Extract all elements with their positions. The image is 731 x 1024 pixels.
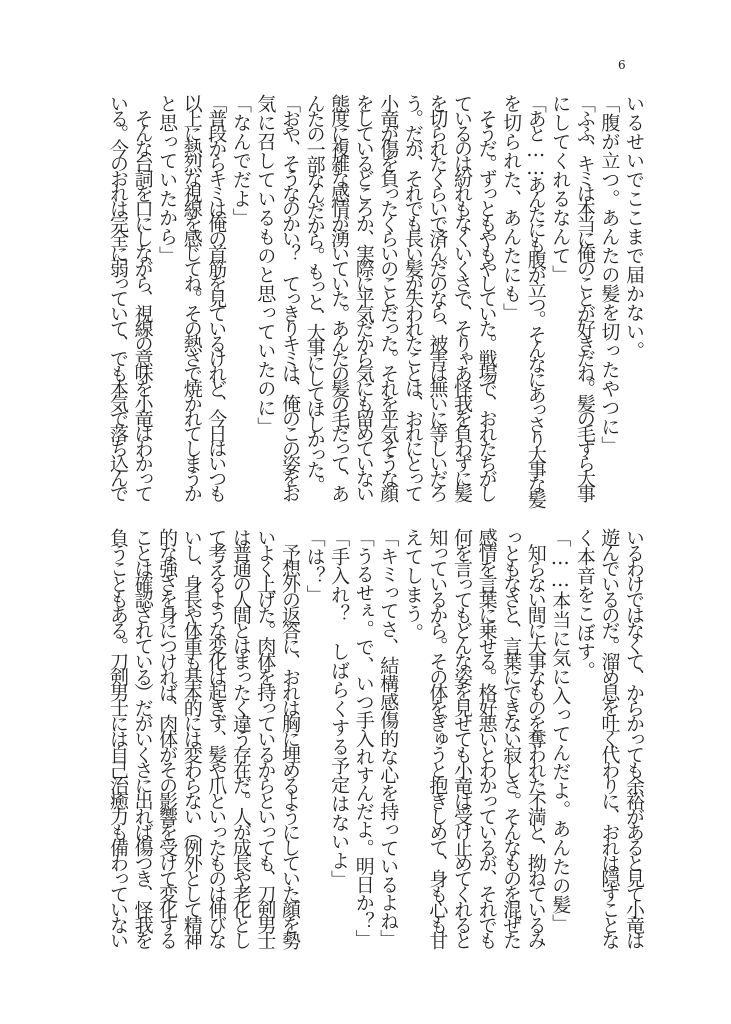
text-column: う。だが、それでも長い髪が失われたことは、おれにとって (401, 94, 424, 499)
text-block-top (107, 94, 645, 505)
text-column: いるせいでここまで届かない。 (623, 94, 645, 360)
text-column: 以上に熱烈な視線を感じてね。その熱さで焼かれてしまうか (180, 94, 203, 499)
text-column: そうだ。ずっともやもやしていた。戦場で、おれたちがし (475, 94, 498, 499)
text-column: 「……本当に気に入ってんだよ。あんたの髪」 (549, 528, 572, 933)
text-column: は普通の人間とはまったく違う存在だ。人が成長や老化とし (229, 528, 252, 947)
text-column: 知らない間に大事なものを奪われた不満と、拗ねているみ (524, 528, 547, 947)
text-column: いよく上げた。肉体を持っているからといっても、刀剣男士 (254, 528, 277, 947)
text-column: をしているどころか、実際に平気だから気にも留めていない (352, 94, 375, 499)
text-column: えてしまう。 (401, 528, 424, 642)
text-column: 「普段からキミは俺の首筋を見ているけれど、今日はいつも (205, 94, 228, 499)
text-column: 小竜が傷を負ったくらいのことだった。それを平気そうな顔 (377, 94, 400, 499)
text-column: 何を言ってもどんな姿を見せても小竜は受け止めてくれると (451, 528, 473, 947)
text-column: を切られたくらいで済んだのなら、被害は無いに等しいだろ (426, 94, 449, 499)
text-column: いる。今のおれは完全に弱っていて、でも本気で落ち込んで (107, 94, 129, 499)
text-column: そんな台詞を口にしながら、視線の意味を小竜はわかって (131, 94, 154, 499)
text-column: にしてくれるなんて」 (549, 94, 572, 284)
text-column: 「おや、そうなのかい？ てっきりキミは、俺のこの姿をお (279, 94, 301, 499)
text-column: 「腹が立つ。あんたの髪を切ったやつに」 (598, 94, 621, 455)
text-column: 「キミってさ、結構感傷的な心を持っているよね」 (377, 528, 400, 948)
text-column: いし、身長や体重も基本的には変わらない（例外として精神 (180, 528, 203, 947)
text-column: ているのは紛れもなくいくさで、そりゃあ怪我を負わずに髪 (451, 94, 473, 499)
text-column: 「ふふ、キミは本当に俺のことが好きだね。髪の毛すら大事 (573, 94, 596, 499)
text-column: 感情を言葉に乗せる。格好悪いとわかっているが、それでも (475, 528, 498, 947)
text-column: っともなさと、言葉にできない寂しさ。そんなものを混ぜた (500, 528, 523, 947)
text-column: 知っているから。その体をぎゅうと抱きしめて、身も心も甘 (426, 528, 449, 947)
text-column: 「うるせぇ。で、いつ手入れすんだよ。明日か？」 (352, 528, 375, 948)
text-column: 負うこともある。刀剣男士には自己治癒力も備わっていない (107, 528, 129, 947)
text-column: ことは確認されている）だがいくさに出れば傷つき、怪我を (131, 528, 154, 947)
text-column: 「は？」 (303, 528, 326, 604)
text-column: いるわけではなくて、からかっても余裕があると見て小竜は (623, 528, 645, 947)
text-column: 「あと……あんたにも腹が立つ。そんなにあっさり大事な髪 (524, 94, 547, 505)
text-column: 「手入れ？ しばらくする予定はないよ」 (328, 528, 351, 889)
text-column: 予想外の返答に、おれは胸に埋めるようにしていた顔を勢 (279, 528, 301, 947)
text-column: 「なんでだよ」 (229, 94, 252, 227)
text-column: て考えるような変化は起きず、髪や爪といったものは伸びな (205, 528, 228, 947)
text-column: 的な強さを身につければ、肉体がその影響を受けて変化する (156, 528, 179, 947)
text-column: 態度に複雑な感情が湧いていた。あんたの髪の毛だって、あ (328, 94, 351, 499)
text-column: を切られた、あんたにも」 (500, 94, 523, 322)
text-column: 遊んでいるのだ。溜め息を吐く代わりに、おれは隠すことな (598, 528, 621, 947)
text-column: 気に召しているものと思っていたのに」 (254, 94, 277, 436)
page-number: 6 (618, 58, 626, 72)
text-column: く本音をこぼす。 (573, 528, 596, 680)
text-block-bottom (108, 528, 644, 948)
text-column: と思っていたから」 (156, 94, 179, 265)
text-column: んたの一部なんだから。もっと、大事にしてほしかった。 (303, 94, 326, 491)
